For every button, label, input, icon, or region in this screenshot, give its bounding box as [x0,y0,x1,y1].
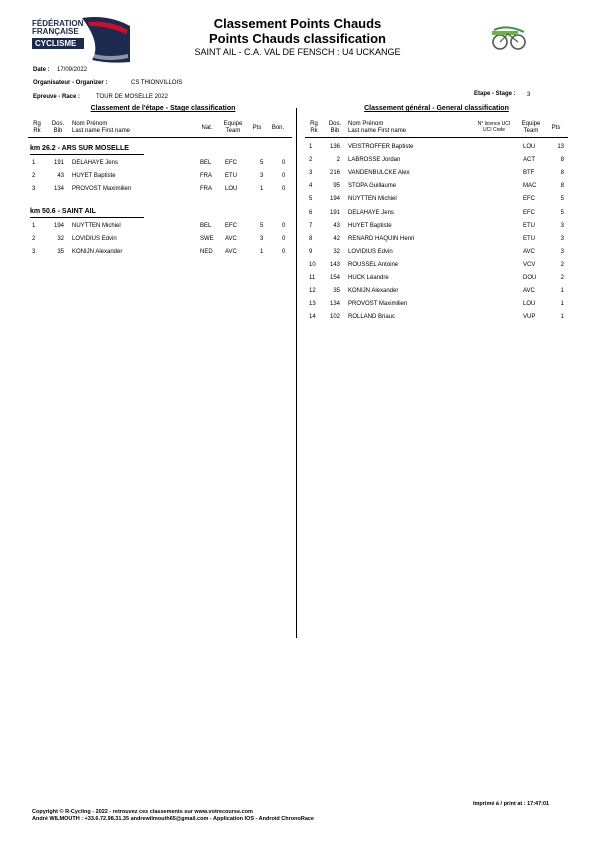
general-cell-pts: 13 [557,144,564,150]
general-table-row [0,287,595,295]
stage-cell-team: LOU [225,186,238,192]
stage-cell-bib: 194 [53,223,64,229]
general-cell-pts: 2 [560,275,564,281]
km-group-title: km 26.2 - ARS SUR MOSELLE [30,145,129,152]
general-cell-name: VANDENBULCKE Alex [348,170,410,177]
general-cell-pts: 8 [560,170,564,177]
km-group-underline [30,154,144,155]
stage-cell-rank: 3 [32,186,36,192]
general-cell-team: DOU [523,275,537,281]
general-cell-bib: 43 [333,222,340,229]
stage-cell-bib: 35 [57,249,64,255]
stage-cell-bonus: 0 [282,160,286,166]
stage-hdr-pts: Pts [252,125,262,131]
general-cell-team: ETU [523,222,535,229]
general-cell-rank: 4 [309,183,313,190]
stage-cell-bib: 134 [53,186,64,192]
general-cell-bib: 194 [329,196,340,203]
general-cell-team: LOU [523,301,536,308]
general-cell-name: STOPA Guillaume [348,183,397,190]
stage-cell-pts: 3 [260,236,264,242]
general-cell-bib: 102 [329,314,340,321]
general-table-row [0,143,595,151]
general-hdr-rank: Rg Rk [310,121,318,134]
stage-cell-pts: 1 [260,249,264,255]
general-cell-pts: 3 [560,222,564,229]
general-table-row [0,222,595,230]
stage-cell-nat: FRA [200,186,212,192]
general-cell-bib: 191 [329,209,340,216]
general-cell-pts: 5 [560,196,564,203]
general-cell-pts: 2 [560,261,564,268]
general-cell-bib: 42 [333,235,340,242]
general-cell-team: MAC [523,183,537,190]
organizer-value: CS THIONVILLOIS [131,80,183,86]
general-cell-bib: 136 [329,144,340,150]
general-cell-name: DELAHAYE Jens [348,209,394,216]
stage-cell-name: KONIJN Alexander [72,249,123,255]
general-cell-name: LOVIDIUS Edvin [348,248,393,255]
footer-copyright: Copyright © R-Cycling - 2022 - retrouvez ces classements sur www.votrecourse.com [32,809,253,815]
footer-print-time: Imprimé à / print at : 17:47:01 [473,801,550,807]
stage-cell-rank: 2 [32,236,36,242]
general-cell-team: ACT [523,157,535,164]
race-label: Epreuve - Race : [33,94,81,100]
general-cell-name: ROUSSEL Antoine [348,261,399,268]
general-cell-pts: 5 [560,209,564,216]
general-table-row [0,261,595,269]
general-table-row [0,313,595,321]
general-cell-name: HUYET Baptiste [348,222,392,229]
general-cell-team: EFC [523,196,535,203]
stage-cell-team: AVC [225,236,237,242]
general-cell-rank: 12 [309,288,316,295]
date-value: 17/09/2022 [57,67,88,73]
general-cell-team: AVC [523,248,535,255]
general-cell-rank: 10 [309,261,316,268]
date-label: Date : [33,67,50,73]
stage-hdr-rank: Rg Rk [33,121,41,134]
stage-cell-bonus: 0 [282,223,286,229]
tour-de-moselle-logo [486,22,530,52]
stage-hdr-bonus: Bon. [271,125,285,131]
stage-cell-nat: BEL [200,160,212,166]
general-cell-name: KONIJN Alexander [348,288,399,295]
general-hdr-bib: Dos. Bib [328,121,342,134]
race-value: TOUR DE MOSELLE 2022 [96,94,168,100]
general-cell-bib: 143 [329,261,340,268]
stage-cell-name: PROVOST Maximilien [72,186,132,192]
general-cell-bib: 32 [333,248,340,255]
general-header-rule [305,137,568,138]
general-cell-bib: 154 [329,275,340,281]
general-cell-team: LOU [523,144,536,150]
general-cell-bib: 2 [336,157,340,164]
general-cell-pts: 8 [560,183,564,190]
ffc-logo [30,14,132,64]
general-cell-name: PROVOST Maximilien [348,301,408,308]
stage-cell-team: EFC [225,223,237,229]
stage-cell-pts: 5 [260,160,264,166]
general-cell-bib: 134 [329,301,340,308]
general-section-title: Classement général - General classification [364,105,509,112]
stage-cell-bonus: 0 [282,173,286,179]
stage-hdr-nat: Nat. [201,125,213,131]
page-title: Classement Points Chauds [213,16,382,31]
general-cell-name: LABROSSE Jordan [348,157,401,164]
general-hdr-name: Nom Prénom Last name First name [348,121,407,134]
stage-cell-bib: 32 [57,236,64,242]
stage-section-title: Classement de l'étape - Stage classification [90,105,236,112]
general-table-row [0,300,595,308]
general-cell-name: HUCK Léandre [348,275,389,281]
general-cell-team: VUP [523,314,536,321]
general-table-row [0,235,595,243]
footer-contact: André WILMOUTH : +33.6.72.98.31.35 andrewilmouth65@gmail.com - Application IOS - Android ChronoRace [32,816,314,822]
km-group-underline [30,217,144,218]
general-cell-team: BTF [523,170,535,177]
stage-cell-name: LOVIDIUS Edvin [72,236,117,242]
general-cell-name: ROLLAND Briauc [348,314,396,321]
stage-cell-rank: 1 [32,223,36,229]
general-cell-rank: 8 [309,235,313,242]
general-table-row [0,182,595,190]
general-cell-team: ETU [523,235,535,242]
stage-cell-name: NUYTTEN Michiel [72,223,121,229]
general-cell-rank: 3 [309,170,313,177]
general-cell-rank: 1 [309,144,313,150]
stage-cell-rank: 3 [32,249,36,255]
stage-cell-name: DELAHAYE Jens [72,160,118,166]
stage-cell-nat: SWE [200,236,214,242]
stage-hdr-team: Equipe Team [223,121,243,134]
general-table-row [0,156,595,164]
stage-cell-pts: 1 [260,186,264,192]
general-cell-pts: 1 [560,288,564,295]
stage-cell-bonus: 0 [282,186,286,192]
stage-hdr-bib: Dos. Bib [51,121,65,134]
general-cell-team: VCV [523,261,536,268]
general-cell-rank: 14 [309,314,316,321]
ffc-line1: FÉDÉRATION [32,19,84,28]
stage-cell-nat: BEL [200,223,212,229]
stage-cell-bonus: 0 [282,236,286,242]
stage-value: 3 [527,92,531,98]
general-cell-rank: 2 [309,157,313,164]
stage-cell-team: ETU [225,173,237,179]
stage-label: Etape - Stage : [474,91,516,97]
general-cell-rank: 7 [309,222,313,229]
stage-cell-nat: FRA [200,173,212,179]
general-table-row [0,274,595,282]
stage-cell-pts: 3 [260,173,264,179]
general-cell-rank: 6 [309,209,313,216]
stage-hdr-name: Nom Prénom Last name First name [72,121,131,134]
stage-cell-bib: 191 [53,160,64,166]
general-cell-pts: 3 [560,235,564,242]
page-title-en: Points Chauds classification [209,31,386,46]
stage-cell-team: AVC [225,249,237,255]
general-table-row [0,195,595,203]
general-cell-rank: 5 [309,196,313,203]
stage-cell-team: EFC [225,160,237,166]
general-table-row [0,248,595,256]
ffc-line3: CYCLISME [35,39,77,48]
stage-cell-pts: 5 [260,223,264,229]
general-cell-pts: 1 [560,301,564,308]
km-group-title: km 50.6 - SAINT AIL [30,208,96,215]
general-cell-team: EFC [523,209,535,216]
title-block [150,16,445,58]
general-cell-pts: 1 [560,314,564,321]
ffc-line2: FRANÇAISE [32,27,79,36]
general-hdr-uci: N° licence UCI UCI Code [477,121,511,133]
general-cell-name: RENARD HAQUIN Henri [348,235,415,242]
general-table-row [0,169,595,177]
general-hdr-team: Equipe Team [521,121,541,134]
general-cell-name: NUYTTEN Michiel [348,196,397,203]
general-cell-bib: 35 [333,288,340,295]
organizer-label: Organisateur - Organizer : [33,80,108,86]
general-table-row [0,209,595,217]
general-cell-pts: 8 [560,157,564,164]
page-subtitle: SAINT AIL - C.A. VAL DE FENSCH : U4 UCKANGE [194,47,401,57]
stage-header-rule [28,137,292,138]
general-hdr-pts: Pts [551,125,561,131]
stage-cell-rank: 2 [32,173,36,179]
general-cell-rank: 9 [309,248,313,255]
stage-cell-bonus: 0 [282,249,286,255]
stage-cell-name: HUYET Baptiste [72,173,116,179]
general-cell-name: VEISTROFFER Baptiste [348,144,414,150]
stage-cell-bib: 43 [57,173,64,179]
general-cell-bib: 95 [333,183,340,190]
general-cell-team: AVC [523,288,535,295]
general-cell-bib: 216 [329,170,340,177]
general-cell-rank: 13 [309,301,316,308]
stage-cell-rank: 1 [32,160,36,166]
general-cell-rank: 11 [309,275,316,281]
stage-cell-nat: NED [200,249,213,255]
general-cell-pts: 3 [560,248,564,255]
